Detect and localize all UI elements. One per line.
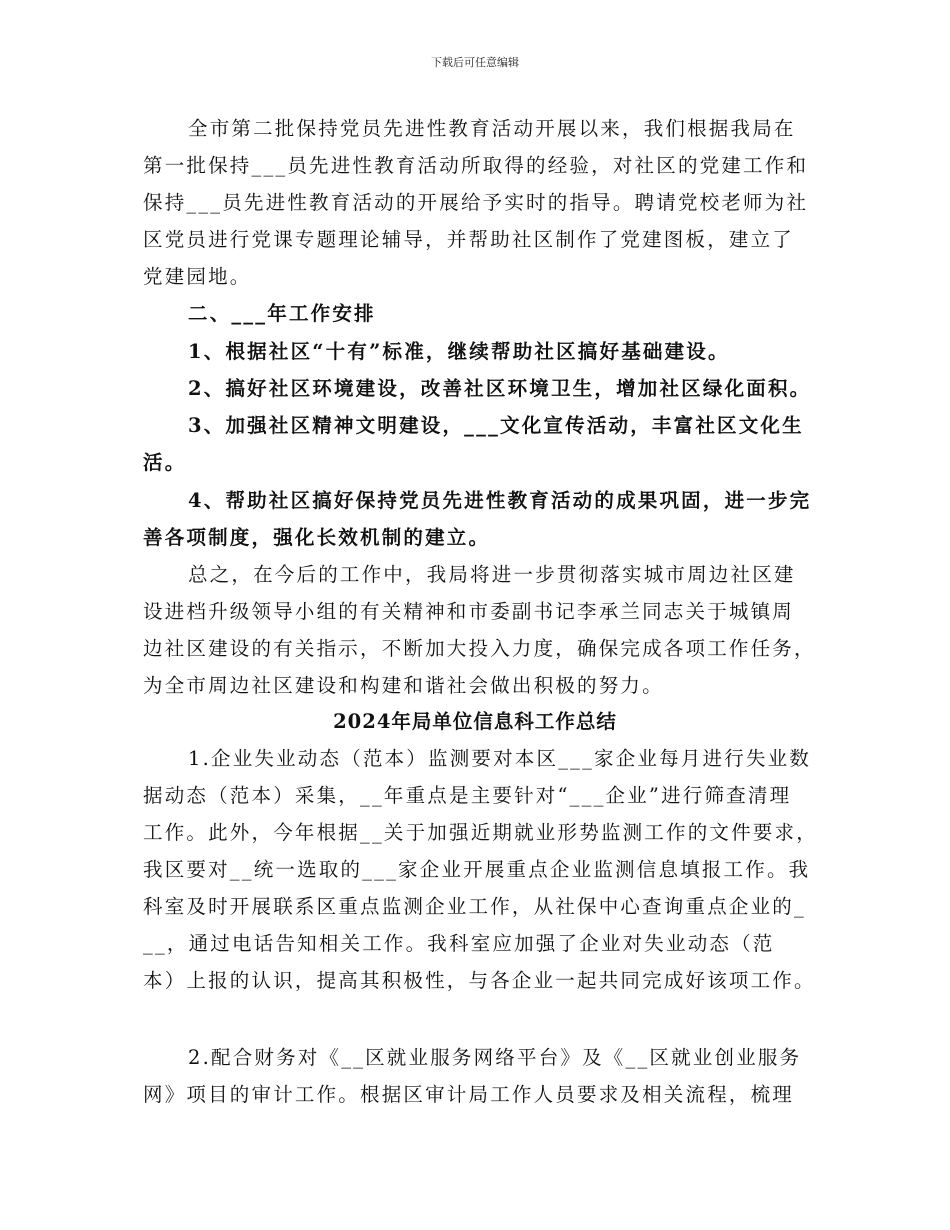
- list-item: 善各项制度，强化长效机制的建立。: [143, 526, 491, 549]
- list-item: 2、搞好社区环境建设，改善社区环境卫生，增加社区绿化面积。: [188, 377, 812, 400]
- paragraph-line: 保持___员先进性教育活动的开展给予实时的指导。聘请党校老师为社: [143, 191, 809, 214]
- paragraph-line: 2.配合财务对《__区就业服务网络平台》及《__区就业创业服务: [188, 1046, 802, 1069]
- paragraph-line: 科室及时开展联系区重点监测企业工作，从社保中心查询重点企业的_: [143, 895, 806, 918]
- paragraph-line: 据动态（范本）采集，__年重点是主要针对“___企业”进行筛查清理: [143, 784, 792, 807]
- page-header: 下载后可任意编辑: [431, 56, 519, 69]
- paragraph-line: 1.企业失业动态（范本）监测要对本区___家企业每月进行失业数: [188, 747, 812, 770]
- list-item: 3、加强社区精神文明建设，___文化宣传活动，丰富社区文化生: [188, 414, 804, 437]
- document-title: 2024年局单位信息科工作总结: [333, 710, 617, 733]
- list-item: 活。: [143, 451, 187, 474]
- summary-line: 设进档升级领导小组的有关精神和市委副书记李承兰同志关于城镇周: [143, 600, 795, 623]
- paragraph-line: 党建园地。: [143, 265, 252, 288]
- paragraph-line: 我区要对__统一选取的___家企业开展重点企业监测信息填报工作。我: [143, 858, 811, 881]
- summary-line: 总之，在今后的工作中，我局将进一步贯彻落实城市周边社区建: [188, 563, 796, 586]
- paragraph-line: 区党员进行党课专题理论辅导，并帮助社区制作了党建图板，建立了: [143, 228, 795, 251]
- section-heading: 二、___年工作安排: [188, 302, 376, 325]
- list-item: 1、根据社区“十有”标准，继续帮助社区搞好基础建设。: [188, 340, 730, 363]
- paragraph-line: 网》项目的审计工作。根据区审计局工作人员要求及相关流程，梳理: [143, 1083, 795, 1106]
- summary-line: 为全市周边社区建设和构建和谐社会做出积极的努力。: [143, 674, 664, 697]
- summary-line: 边社区建设的有关指示，不断加大投入力度，确保完成各项工作任务，: [143, 637, 816, 660]
- paragraph-line: 工作。此外，今年根据__关于加强近期就业形势监测工作的文件要求，: [143, 821, 818, 844]
- paragraph-line: __，通过电话告知相关工作。我科室应加强了企业对失业动态（范: [143, 932, 775, 955]
- paragraph-line: 第一批保持___员先进性教育活动所取得的经验，对社区的党建工作和: [143, 154, 809, 177]
- list-item: 4、帮助社区搞好保持党员先进性教育活动的成果巩固，进一步完: [188, 489, 812, 512]
- paragraph-line: 本）上报的认识，提高其积极性，与各企业一起共同完成好该项工作。: [143, 969, 816, 992]
- paragraph-line: 全市第二批保持党员先进性教育活动开展以来，我们根据我局在: [188, 117, 796, 140]
